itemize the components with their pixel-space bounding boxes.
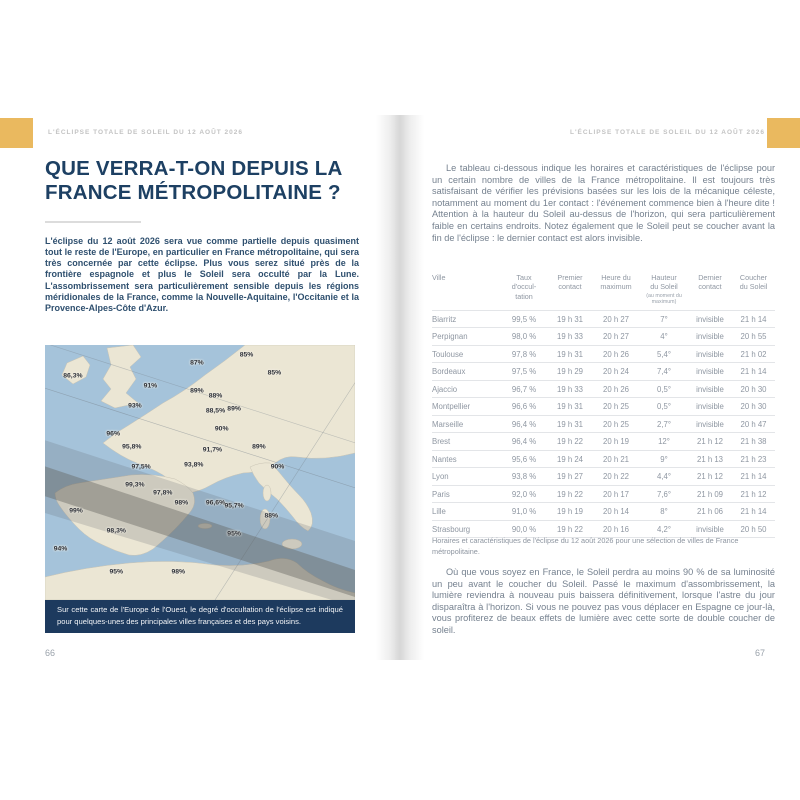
table-header-row	[432, 273, 775, 310]
table-cell: 20 h 27	[602, 332, 629, 342]
map-labels	[45, 345, 355, 600]
table-cell: 21 h 13	[696, 454, 723, 464]
table-cell: 19 h 24	[556, 454, 583, 464]
table-cell: 92,0 %	[511, 489, 537, 499]
map-occultation-label: 89%	[190, 387, 204, 395]
table-cell: 19 h 22	[556, 437, 583, 447]
map-occultation-label: 86,3%	[63, 372, 83, 380]
table-cell: 0,5°	[657, 402, 671, 412]
table-cell: 2,7°	[657, 419, 671, 429]
map-occultation-label: 98%	[171, 568, 186, 576]
table-cell: 20 h 30	[740, 402, 767, 412]
table-cell: 96,7 %	[511, 384, 537, 394]
table-cell: 20 h 25	[602, 419, 629, 429]
table-cell: 96,4 %	[511, 437, 537, 447]
table-cell: 4,4°	[657, 472, 671, 482]
map-occultation-label: 97,5%	[131, 463, 151, 471]
table-cell: 90,0 %	[511, 524, 537, 534]
table-cell: 19 h 29	[556, 367, 583, 377]
table-cell: invisible	[696, 524, 724, 534]
table-cell: 19 h 33	[556, 384, 583, 394]
table-cell: 19 h 31	[556, 349, 583, 359]
running-header-left: L'ÉCLIPSE TOTALE DE SOLEIL DU 12 AOÛT 2026	[48, 129, 244, 136]
table-cell: Perpignan	[432, 332, 468, 342]
table-row	[432, 310, 775, 328]
table-cell: 21 h 12	[740, 489, 767, 499]
table-cell: 20 h 17	[602, 489, 629, 499]
table-cell: Lyon	[432, 472, 449, 482]
table-cell: 19 h 27	[556, 472, 583, 482]
table-cell: 19 h 19	[556, 507, 583, 517]
map-occultation-label: 88%	[208, 392, 223, 400]
map-occultation-label: 90%	[270, 463, 285, 471]
map-occultation-label: 90%	[214, 425, 229, 433]
table-cell: invisible	[696, 332, 724, 342]
table-cell: 19 h 31	[556, 402, 583, 412]
table-cell: 20 h 27	[602, 314, 629, 324]
map-occultation-label: 95%	[109, 568, 124, 576]
table-cell: Biarritz	[432, 314, 457, 324]
table-cell: 20 h 22	[602, 472, 629, 482]
table-cell: Strasbourg	[432, 524, 471, 534]
table-cell: 19 h 31	[556, 419, 583, 429]
table-cell: 20 h 26	[602, 349, 629, 359]
map-caption: Sur cette carte de l'Europe de l'Ouest, le degré d'occultation de l'éclipse est indiqué pour quelques-unes des principales villes françaises et des pays voisins.	[45, 600, 355, 633]
table-cell: 12°	[658, 437, 670, 447]
table-row	[432, 345, 775, 363]
table-cell: invisible	[696, 402, 724, 412]
table-header-cell: Dernier contact	[698, 273, 722, 292]
map-occultation-label: 93,8%	[184, 461, 204, 469]
table-header-cell: Ville	[432, 273, 446, 282]
table-cell: 0,5°	[657, 384, 671, 394]
table-cell: 99,5 %	[511, 314, 537, 324]
table-cell: 96,4 %	[511, 419, 537, 429]
title-rule	[45, 221, 141, 223]
table-header-cell: Hauteur du Soleil (au moment du maximum)	[646, 273, 682, 306]
table-row	[432, 502, 775, 520]
table-cell: 8°	[660, 507, 668, 517]
running-header-right: L'ÉCLIPSE TOTALE DE SOLEIL DU 12 AOÛT 2026	[569, 129, 765, 136]
table-row	[432, 485, 775, 503]
table-row	[432, 450, 775, 468]
table-cell: 95,6 %	[511, 454, 537, 464]
table-cell: 7°	[660, 314, 668, 324]
map-occultation-label: 95,8%	[122, 443, 142, 451]
table-cell: 20 h 30	[740, 384, 767, 394]
table-row	[432, 380, 775, 398]
table-cell: 21 h 09	[696, 489, 723, 499]
map-occultation-label: 89%	[252, 443, 266, 451]
table-cell: 20 h 14	[602, 507, 629, 517]
table-cell: 20 h 16	[602, 524, 629, 534]
book-spread	[0, 115, 800, 673]
table-row	[432, 415, 775, 433]
table-cell: Ajaccio	[432, 384, 458, 394]
map-occultation-label: 99%	[69, 507, 83, 515]
table-cell: 20 h 19	[602, 437, 629, 447]
table-cell: 7,6°	[657, 489, 671, 499]
table-cell: 97,5 %	[511, 367, 537, 377]
table-cell: 20 h 26	[602, 384, 629, 394]
map-occultation-label: 88%	[264, 512, 279, 520]
table-row	[432, 362, 775, 380]
map-occultation-label: 98,3%	[106, 527, 126, 535]
table-cell: 21 h 14	[740, 507, 767, 517]
table-cell: 19 h 33	[556, 332, 583, 342]
page-number-left: 66	[45, 648, 56, 658]
table-cell: invisible	[696, 419, 724, 429]
table-cell: 21 h 12	[696, 472, 723, 482]
table-row	[432, 432, 775, 450]
table-row	[432, 467, 775, 485]
table-cell: 21 h 14	[740, 367, 767, 377]
table-cell: 96,6 %	[511, 402, 537, 412]
table-caption: Horaires et caractéristiques de l'éclipse du 12 août 2026 pour une sélection de villes de France métropolitaine.	[432, 536, 739, 557]
table-cell: invisible	[696, 384, 724, 394]
map-occultation-label: 96%	[106, 430, 120, 438]
table-cell: 91,0 %	[511, 507, 537, 517]
table-cell: 20 h 55	[740, 332, 767, 342]
table-cell: invisible	[696, 349, 724, 359]
table-cell: 19 h 31	[556, 314, 583, 324]
table-cell: 4°	[660, 332, 668, 342]
map-occultation-label: 99,3%	[125, 481, 145, 489]
chapter-tab-left	[0, 118, 33, 148]
table-cell: 7,4°	[657, 367, 671, 377]
table-header-cell: Premier contact	[557, 273, 583, 292]
book-gutter-shadow	[376, 115, 424, 660]
map-occultation-label: 88,5%	[205, 407, 226, 415]
table-cell: 21 h 14	[740, 314, 767, 324]
table-cell: 4,2°	[657, 524, 671, 534]
map-occultation-label: 91%	[143, 382, 158, 390]
table-cell: 21 h 38	[740, 437, 767, 447]
page-title-line1: QUE VERRA-T-ON DEPUIS LA	[45, 157, 343, 180]
table-cell: 20 h 21	[602, 454, 629, 464]
table-cell: 20 h 24	[602, 367, 629, 377]
closing-paragraph: Où que vous soyez en France, le Soleil perdra au moins 90 % de sa luminosité un peu avant le coucher du Soleil. Passé le maximum d'assombrissement, la lumière reviendra à nouveau puis baissera définitivement, lorsque l'astre du jour disparaîtra à l'horizon. Si vous ne pouvez pas vous déplacer en Espagne ce jour-là, vous profiterez de beaux effets de lumière avec cette sorte de double coucher de soleil.	[432, 567, 775, 635]
table-cell: Bordeaux	[432, 367, 466, 377]
map-occultation-label: 89%	[227, 405, 241, 413]
map-occultation-label: 85%	[239, 351, 254, 359]
table-cell: Lille	[432, 507, 446, 517]
table-cell: 21 h 23	[740, 454, 767, 464]
chapter-tab-right	[767, 118, 800, 148]
table-cell: 19 h 22	[556, 524, 583, 534]
table-header-cell: Heure du maximum	[600, 273, 632, 292]
map-occultation-label: 98%	[174, 499, 189, 507]
table-cell: 20 h 50	[740, 524, 767, 534]
table-cell: 21 h 12	[696, 437, 723, 447]
table-header-cell: Coucher du Soleil	[739, 273, 768, 292]
table-intro-paragraph: Le tableau ci-dessous indique les horaires et caractéristiques de l'éclipse pour un certain nombre de villes de la France métropolitaine. Il est toujours très satisfaisant de vérifier les prévisions basées sur les lois de la mécanique céleste, notamment au moment du 1er contact : l'événement commence bien à l'heure dite ! Attention à la hauteur du Soleil au-dessus de l'horizon, qui sera particulièrement faible en certains endroits. Notez également que le Soleil peut se coucher avant la fin de l'éclipse : le dernier contact est alors invisible.	[432, 163, 775, 243]
table-cell: 5,4°	[657, 349, 671, 359]
table-cell: 98,0 %	[511, 332, 537, 342]
map-occultation-label: 95,7%	[224, 502, 244, 510]
eclipse-map	[45, 345, 355, 600]
eclipse-map-figure	[45, 345, 355, 633]
table-cell: invisible	[696, 314, 724, 324]
map-occultation-label: 85%	[267, 369, 282, 377]
eclipse-times-table	[432, 273, 775, 538]
page-number-right: 67	[754, 648, 765, 658]
table-cell: 21 h 06	[696, 507, 723, 517]
table-cell: invisible	[696, 367, 724, 377]
map-occultation-label: 91,7%	[202, 446, 223, 454]
map-occultation-label: 96,6%	[205, 499, 226, 507]
page-title	[45, 157, 375, 205]
table-cell: 19 h 22	[556, 489, 583, 499]
table-cell: Marseille	[432, 419, 464, 429]
table-cell: 21 h 14	[740, 472, 767, 482]
table-cell: 20 h 25	[602, 402, 629, 412]
table-cell: Montpellier	[432, 402, 471, 412]
map-occultation-label: 95%	[227, 530, 241, 538]
page-title-line2: FRANCE MÉTROPOLITAINE ?	[45, 180, 341, 204]
table-row	[432, 397, 775, 415]
intro-paragraph: L'éclipse du 12 août 2026 sera vue comme partielle depuis quasiment tout le reste de l'Europe, en particulier en France métropolitaine, qui sera très concernée par cette éclipse. Plus vous serez situé près de la frontière espagnole et plus le Soleil sera occulté par la Lune. L'assombrissement sera particulièrement sensible depuis les régions méridionales de la France, comme la Nouvelle-Aquitaine, l'Occitanie et la Provence-Alpes-Côte d'Azur.	[45, 236, 359, 313]
table-cell: 20 h 47	[740, 419, 767, 429]
table-cell: 93,8 %	[511, 472, 537, 482]
table-body	[432, 310, 775, 539]
map-occultation-label: 93%	[128, 402, 142, 410]
table-cell: 21 h 02	[740, 349, 767, 359]
table-cell: Nantes	[432, 454, 457, 464]
table-cell: 9°	[660, 454, 668, 464]
table-cell: 97,8 %	[511, 349, 537, 359]
map-occultation-label: 94%	[53, 545, 68, 553]
table-row	[432, 327, 775, 345]
map-occultation-label: 87%	[190, 359, 204, 367]
table-header-cell: Taux d'occul- tation	[511, 273, 537, 301]
table-cell: Paris	[432, 489, 450, 499]
table-cell: Toulouse	[432, 349, 464, 359]
table-cell: Brest	[432, 437, 451, 447]
map-occultation-label: 97,8%	[153, 489, 173, 497]
